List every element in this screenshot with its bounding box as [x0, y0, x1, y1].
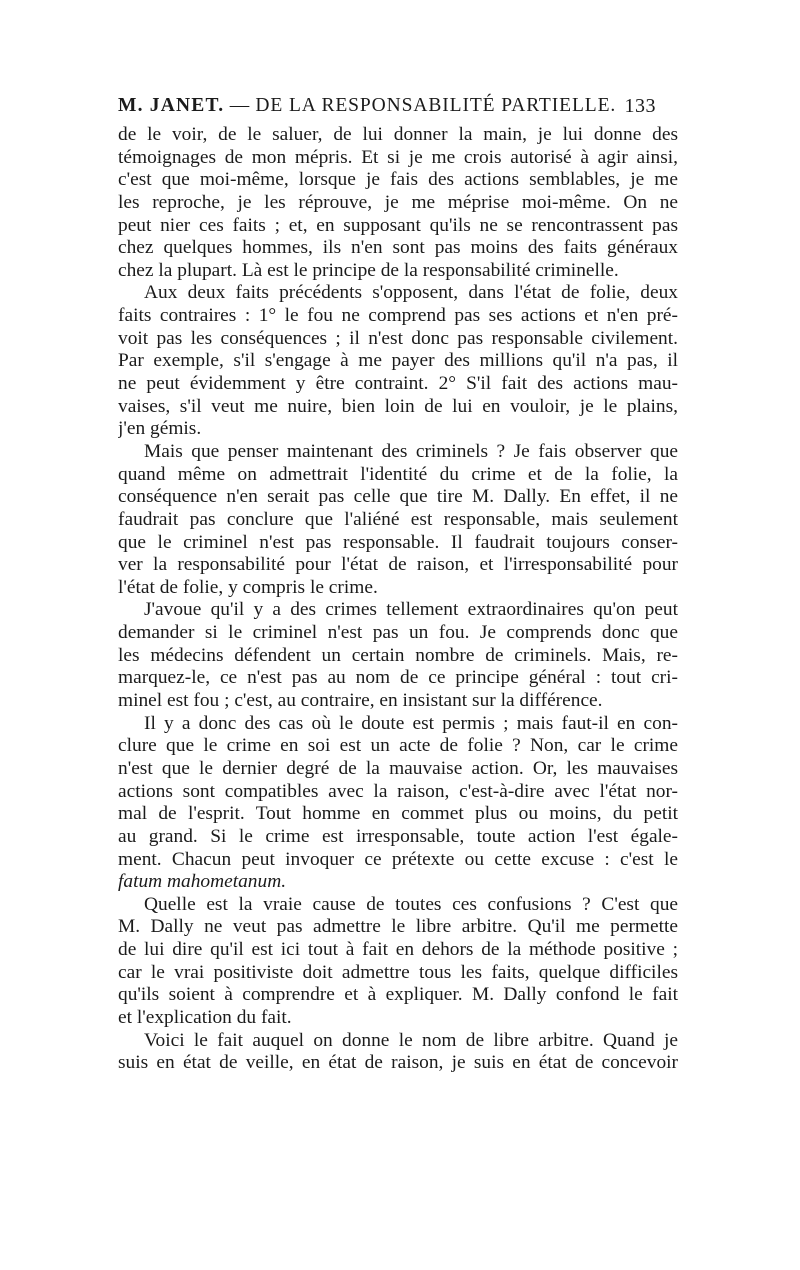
text-line: Il y a donc des cas où le doute est permis ; mais faut-il en con- [144, 712, 678, 734]
text-line: J'avoue qu'il y a des crimes tellement extraordinaires qu'on peut [144, 599, 678, 621]
text-line: témoignages de mon mépris. Et si je me crois autorisé à agir ainsi, [118, 146, 678, 168]
running-head-title: DE LA RESPONSABILITÉ PARTIELLE. [255, 95, 617, 116]
text-line: n'est que le dernier degré de la mauvaise action. Or, les mauvaises [118, 757, 678, 779]
text-line: l'état de folie, y compris le crime. [118, 576, 378, 598]
body-text [118, 124, 678, 1075]
text-line: Voici le fait auquel on donne le nom de libre arbitre. Quand je [144, 1029, 678, 1051]
text-line: Aux deux faits précédents s'opposent, dans l'état de folie, deux [144, 282, 678, 304]
text-line: marquez-le, ce n'est pas au nom de ce principe général : tout cri- [118, 667, 678, 689]
text-line: demander si le criminel n'est pas un fou. Je comprends donc que [118, 622, 678, 644]
text-line: actions sont compatibles avec la raison, c'est-à-dire avec l'état nor- [118, 780, 678, 802]
text-line: peut nier ces faits ; et, en supposant qu'ils ne se rencontrassent pas [118, 214, 678, 236]
text-line: Par exemple, s'il s'engage à me payer des millions qu'il n'a pas, il [118, 350, 678, 372]
text-line: vaises, s'il veut me nuire, bien loin de lui en vouloir, je le plains, [118, 395, 678, 417]
text-line: car le vrai positiviste doit admettre tous les faits, quelque difficiles [118, 961, 678, 983]
text-line: au grand. Si le crime est irresponsable, toute action l'est égale- [118, 825, 678, 847]
running-head-dash: — [229, 95, 250, 116]
text-line: et l'explication du fait. [118, 1006, 292, 1028]
running-head [118, 92, 656, 120]
text-line: chez quelques hommes, ils n'en sont pas moins des faits généraux [118, 237, 678, 259]
text-line: que le criminel n'est pas responsable. Il faudrait toujours conser- [118, 531, 678, 553]
text-line: de le voir, de le saluer, de lui donner la main, je lui donne des [118, 124, 678, 145]
text-line: quand même on admettrait l'identité du crime et de la folie, la [118, 463, 678, 485]
text-line: faits contraires : 1° le fou ne comprend pas ses actions et n'en pré- [118, 305, 678, 327]
text-line: les reproche, je les réprouve, je me méprise moi-même. On ne [118, 191, 678, 213]
running-head-author: M. JANET. [118, 95, 225, 116]
text-line: conséquence n'en serait pas celle que tire M. Dally. En effet, il ne [118, 486, 678, 508]
text-line: faudrait pas conclure que l'aliéné est responsable, mais seulement [118, 508, 678, 530]
text-line: qu'ils soient à comprendre et à expliquer. M. Dally confond le fait [118, 984, 678, 1006]
text-line: suis en état de veille, en état de raison, je suis en état de concevoir [118, 1052, 678, 1074]
text-line: j'en gémis. [118, 418, 202, 440]
text-line: minel est fou ; c'est, au contraire, en insistant sur la différence. [118, 690, 603, 712]
text-line: ne peut évidemment y être contraint. 2° S'il fait des actions mau- [118, 373, 678, 395]
text-line: Quelle est la vraie cause de toutes ces confusions ? C'est que [144, 893, 678, 915]
italic-latin-phrase: fatum mahometanum. [118, 871, 287, 893]
text-line: ver la responsabilité pour l'état de raison, et l'irresponsabilité pour [118, 554, 678, 576]
text-line: les médecins défendent un certain nombre de criminels. Mais, re- [118, 644, 678, 666]
text-line: M. Dally ne veut pas admettre le libre arbitre. Qu'il me permette [118, 916, 678, 938]
page-number: 133 [624, 95, 656, 117]
text-line: de lui dire qu'il est ici tout à fait en dehors de la méthode positive ; [118, 939, 678, 961]
text-line: voit pas les conséquences ; il n'est donc pas responsable civilement. [118, 327, 678, 349]
text-line: ment. Chacun peut invoquer ce prétexte ou cette excuse : c'est le [118, 848, 678, 870]
text-line: mal de l'esprit. Tout homme en commet plus ou moins, du petit [118, 803, 678, 825]
text-line [118, 871, 678, 894]
text-line: c'est que moi-même, lorsque je fais des actions semblables, je me [118, 169, 678, 191]
text-line: chez la plupart. Là est le principe de la responsabilité criminelle. [118, 259, 619, 281]
text-line: Mais que penser maintenant des criminels ? Je fais observer que [144, 440, 678, 462]
text-line: clure que le crime en soi est un acte de folie ? Non, car le crime [118, 735, 678, 757]
